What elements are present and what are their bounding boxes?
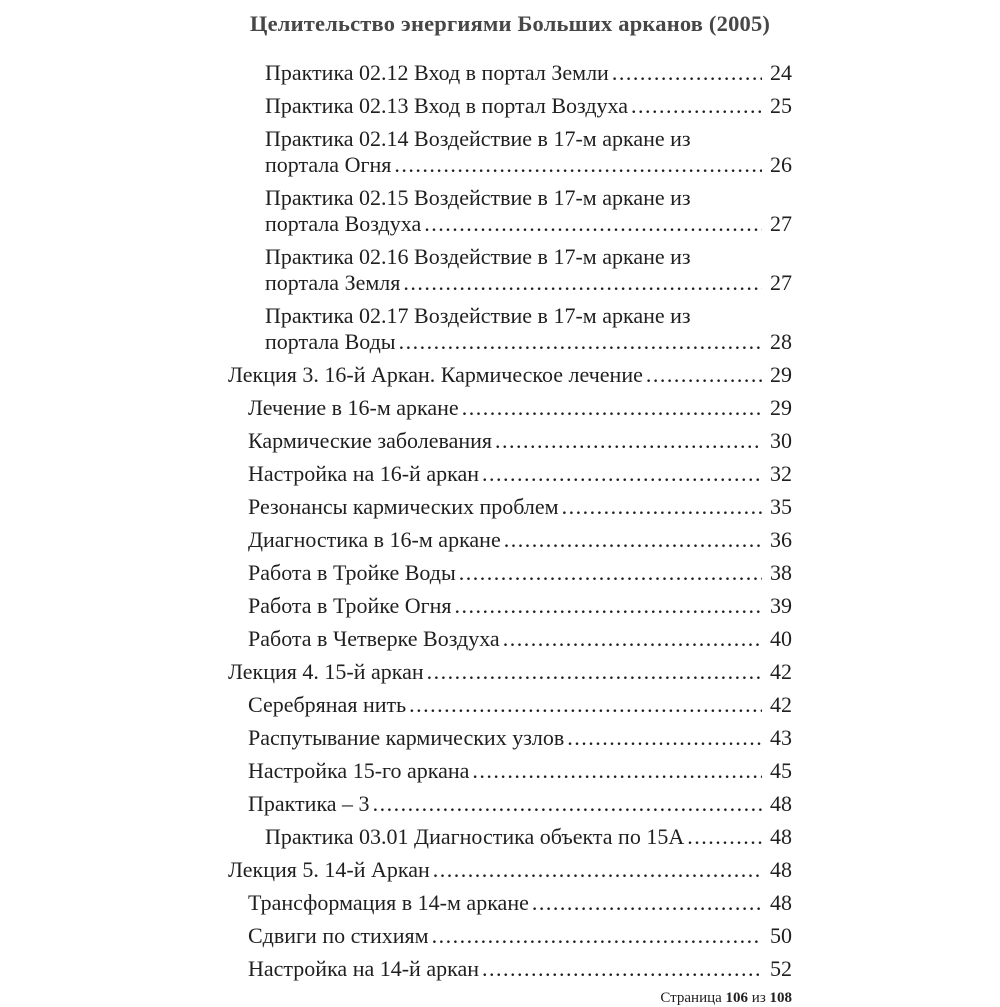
- toc-entry[interactable]: [228, 758, 792, 784]
- toc-entry-text: Работа в Тройке Воды: [248, 560, 456, 585]
- toc-entry-text: Резонансы кармических проблем: [248, 494, 559, 519]
- toc-entry-text: Практика 02.14 Воздействие в 17-м аркане из: [265, 126, 691, 151]
- toc-dot-leader: [482, 461, 762, 487]
- toc-entry[interactable]: [228, 593, 792, 619]
- toc-dot-leader: [472, 758, 762, 784]
- footer-total-pages: 108: [769, 990, 792, 1006]
- footer-of-label: из: [748, 990, 770, 1006]
- toc-page-number: 40: [770, 626, 792, 651]
- toc-entry-text: Практика 02.15 Воздействие в 17-м аркане из: [265, 185, 691, 210]
- toc-entry-text: Практика 02.12 Вход в портал Земли: [265, 60, 609, 85]
- toc-dot-leader: [432, 923, 762, 949]
- toc-entry[interactable]: [228, 659, 792, 685]
- toc-dot-leader: [459, 560, 762, 586]
- toc-dot-leader: [631, 93, 762, 119]
- toc-page-number: 28: [770, 329, 792, 354]
- toc-page-number: 35: [770, 494, 792, 519]
- toc-entry-text: Кармические заболевания: [248, 428, 493, 453]
- toc-entry[interactable]: [228, 791, 792, 817]
- toc-page-number: 30: [770, 428, 792, 453]
- toc-page-number: 48: [770, 791, 792, 816]
- toc-page-number: 39: [770, 593, 792, 618]
- toc-page-number: 48: [770, 890, 792, 915]
- toc-entry-text: Распутывание кармических узлов: [248, 725, 565, 750]
- toc-dot-leader: [424, 211, 762, 237]
- toc-entry[interactable]: [228, 923, 792, 949]
- toc-entry-text: Практика 02.16 Воздействие в 17-м аркане из: [265, 244, 691, 269]
- toc-page-number: 43: [770, 725, 792, 750]
- toc-entry-text: Серебряная нить: [248, 692, 407, 717]
- toc-entry[interactable]: [228, 725, 792, 751]
- toc-entry-text: портала Воздуха: [265, 211, 422, 236]
- toc-dot-leader: [399, 329, 762, 355]
- toc-entry-text: Лекция 5. 14-й Аркан: [228, 857, 430, 882]
- toc-entry[interactable]: [228, 692, 792, 718]
- toc-entry[interactable]: [228, 461, 792, 487]
- toc-entry-text: Диагностика в 16-м аркане: [248, 527, 501, 552]
- toc-entry-text: Практика 02.17 Воздействие в 17-м аркане из: [265, 303, 691, 328]
- toc-entry[interactable]: [228, 857, 792, 883]
- toc-entry[interactable]: [228, 428, 792, 454]
- toc-entry-text: Практика – 3: [248, 791, 370, 816]
- toc-page-number: 26: [770, 152, 792, 177]
- toc-dot-leader: [373, 791, 762, 817]
- toc-dot-leader: [394, 152, 762, 178]
- toc-entry-text: портала Огня: [265, 152, 392, 177]
- toc-dot-leader: [427, 659, 762, 685]
- toc-entry[interactable]: [228, 824, 792, 850]
- toc-page-number: 24: [770, 60, 792, 85]
- toc-dot-leader: [482, 956, 762, 982]
- toc-page-number: 32: [770, 461, 792, 486]
- toc-page-number: 29: [770, 395, 792, 420]
- toc-entry[interactable]: [228, 890, 792, 916]
- toc-page-number: 48: [770, 857, 792, 882]
- toc-entry[interactable]: [228, 303, 792, 355]
- toc-entry[interactable]: [228, 395, 792, 421]
- toc-entry[interactable]: [228, 527, 792, 553]
- toc-entry-text: Настройка на 16-й аркан: [248, 461, 479, 486]
- toc-entry[interactable]: [228, 560, 792, 586]
- toc-dot-leader: [504, 527, 762, 553]
- toc-page-number: 29: [770, 362, 792, 387]
- toc-page-number: 42: [770, 659, 792, 684]
- toc-page-number: 25: [770, 93, 792, 118]
- toc-entry[interactable]: [228, 126, 792, 178]
- toc-page-number: 42: [770, 692, 792, 717]
- toc-entry-text: Лекция 4. 15-й аркан: [228, 659, 424, 684]
- toc-page-number: 27: [770, 270, 792, 295]
- toc-entry-text: Работа в Четверке Воздуха: [248, 626, 500, 651]
- toc-entry[interactable]: [228, 244, 792, 296]
- toc-entry-text: портала Земля: [265, 270, 401, 295]
- toc-page-number: 50: [770, 923, 792, 948]
- toc-dot-leader: [532, 890, 762, 916]
- toc-dot-leader: [409, 692, 762, 718]
- toc-page-number: 27: [770, 211, 792, 236]
- toc-page-number: 52: [770, 956, 792, 981]
- page-footer: [228, 989, 792, 1007]
- toc-page-number: 36: [770, 527, 792, 552]
- toc-dot-leader: [455, 593, 762, 619]
- toc-entry[interactable]: [228, 362, 792, 388]
- toc-dot-leader: [462, 395, 762, 421]
- toc-dot-leader: [562, 494, 762, 520]
- toc-entry-text: Практика 03.01 Диагностика объекта по 15А: [265, 824, 685, 849]
- toc-page-number: 38: [770, 560, 792, 585]
- toc-entry[interactable]: [228, 494, 792, 520]
- toc-dot-leader: [567, 725, 762, 751]
- toc-dot-leader: [687, 824, 762, 850]
- footer-current-page: 106: [725, 990, 749, 1006]
- toc-entry[interactable]: [228, 626, 792, 652]
- toc-page-number: 45: [770, 758, 792, 783]
- toc-dot-leader: [403, 270, 762, 296]
- toc-entry-text: Лечение в 16-м аркане: [248, 395, 459, 420]
- toc-entry-text: Трансформация в 14-м аркане: [248, 890, 529, 915]
- footer-page-label: Страница: [660, 990, 726, 1006]
- toc-entry[interactable]: [228, 956, 792, 982]
- toc-entry-text: Лекция 3. 16-й Аркан. Кармическое лечение: [228, 362, 643, 387]
- toc-dot-leader: [503, 626, 762, 652]
- toc-entry-text: Настройка 15-го аркана: [248, 758, 470, 783]
- toc-entry-text: Сдвиги по стихиям: [248, 923, 429, 948]
- toc-entry-text: Настройка на 14-й аркан: [248, 956, 479, 981]
- toc-dot-leader: [612, 60, 762, 86]
- toc-entry-text: Работа в Тройке Огня: [248, 593, 452, 618]
- toc-dot-leader: [433, 857, 762, 883]
- table-of-contents: [228, 60, 792, 982]
- toc-entry-text: портала Воды: [265, 329, 396, 354]
- page-title: Целительство энергиями Больших арканов (2005): [249, 11, 771, 36]
- toc-dot-leader: [646, 362, 762, 388]
- toc-page-number: 48: [770, 824, 792, 849]
- toc-entry[interactable]: [228, 185, 792, 237]
- toc-dot-leader: [495, 428, 762, 454]
- toc-entry[interactable]: [228, 60, 792, 86]
- toc-entry[interactable]: [228, 93, 792, 119]
- toc-entry-text: Практика 02.13 Вход в портал Воздуха: [265, 93, 628, 118]
